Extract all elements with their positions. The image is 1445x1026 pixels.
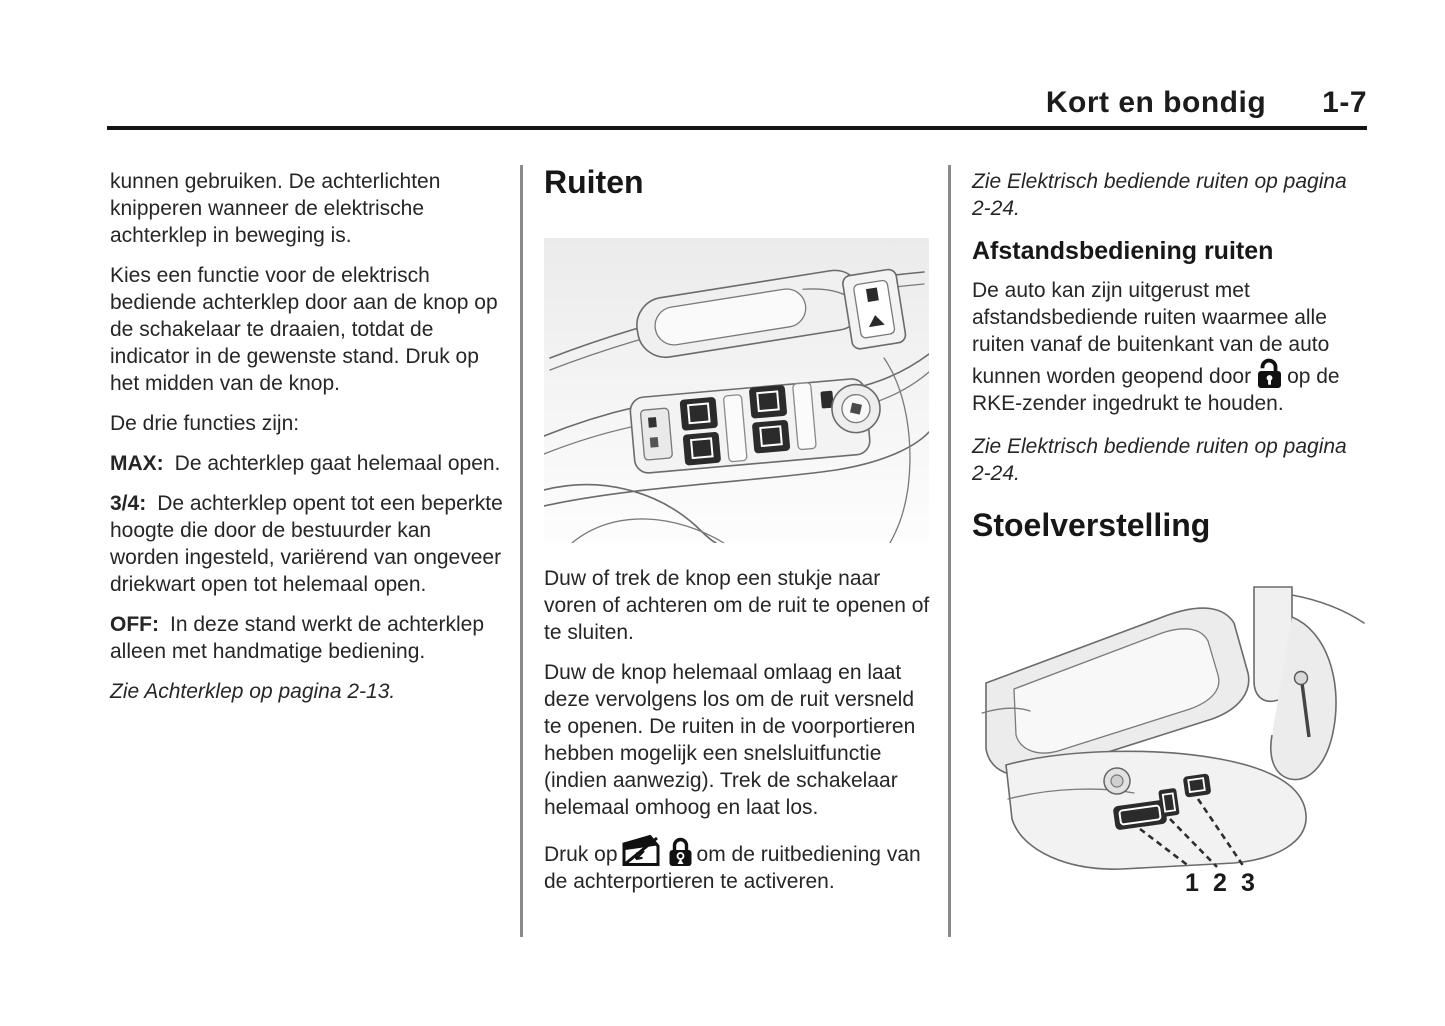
section-heading-seat-adjustment: Stoelverstelling bbox=[972, 507, 1211, 543]
subsection-heading-remote-windows: Afstandsbediening ruiten bbox=[972, 237, 1274, 265]
rear-window-text-after: om de ruitbediening van de achterportieren te activeren. bbox=[544, 843, 921, 893]
seat-callout-2: 2 bbox=[1213, 869, 1227, 897]
paragraph-window-switch: Duw of trek de knop een stukje naar voren of achteren om de ruit te openen of te sluiten. bbox=[544, 567, 930, 644]
door-panel-illustration bbox=[544, 238, 929, 543]
column-remote-seats bbox=[972, 168, 1370, 905]
column-divider-left bbox=[520, 165, 523, 937]
seat-callout-1: 1 bbox=[1185, 869, 1199, 897]
window-lockout-icon bbox=[621, 834, 661, 868]
paragraph-remote-windows bbox=[972, 277, 1370, 417]
page-header bbox=[1046, 86, 1367, 120]
term-threequarter: 3/4: bbox=[110, 492, 147, 515]
page-number: 1-7 bbox=[1322, 86, 1367, 119]
seat-callout-3: 3 bbox=[1241, 869, 1255, 897]
seat-switch-2 bbox=[1158, 788, 1180, 817]
window-lock-icon bbox=[667, 835, 694, 868]
term-off: OFF: bbox=[110, 613, 159, 636]
paragraph-three-functions: De drie functies zijn: bbox=[110, 412, 300, 435]
definition-threequarter bbox=[110, 490, 504, 598]
column-windows bbox=[544, 162, 934, 908]
cross-reference-power-windows-2: Zie Elektrisch bediende ruiten op pagina 2-24. bbox=[972, 435, 1347, 485]
header-rule bbox=[107, 126, 1367, 130]
column-tailgate bbox=[110, 168, 504, 718]
definition-off-text: In deze stand werkt de achterklep alleen met handmatige bediening. bbox=[110, 613, 484, 663]
paragraph-rear-window-control bbox=[544, 834, 934, 895]
cross-reference-power-windows-1: Zie Elektrisch bediende ruiten op pagina 2-24. bbox=[972, 170, 1347, 220]
seat-adjustment-illustration bbox=[972, 585, 1367, 905]
remote-windows-text-before: De auto kan zijn uitgerust met afstandsbediende ruiten waarmee alle ruiten vanaf de buitenkant van de auto kunnen worden geopend door bbox=[972, 279, 1330, 388]
section-heading-windows: Ruiten bbox=[544, 164, 644, 200]
definition-max-text: De achterklep gaat helemaal open. bbox=[174, 452, 501, 475]
door-lock-switch bbox=[842, 268, 907, 350]
column-divider-right bbox=[948, 165, 951, 937]
paragraph-taillamps: kunnen gebruiken. De achterlichten knipperen wanneer de elektrische achterklep in beweging is. bbox=[110, 170, 441, 247]
remote-windows-text-after: op de RKE-zender ingedrukt te houden. bbox=[972, 365, 1340, 415]
chapter-title: Kort en bondig bbox=[1045, 86, 1267, 119]
definition-threequarter-text: De achterklep opent tot een beperkte hoogte die door de bestuurder kan worden ingesteld, variërend van ongeveer driekwart open tot helemaal open. bbox=[110, 492, 503, 596]
paragraph-express-open: Duw de knop helemaal omlaag en laat deze vervolgens los om de ruit versneld te openen. De ruiten in de voorportieren hebben mogelijk een snelsluitfunctie (indien aanwezig). Trek de schakelaar helemaal omhoog en laat los. bbox=[544, 661, 916, 819]
cross-reference-tailgate: Zie Achterklep op pagina 2-13. bbox=[110, 680, 396, 703]
rear-window-text-before: Druk op bbox=[544, 843, 618, 866]
term-max: MAX: bbox=[110, 452, 164, 475]
paragraph-choose-function: Kies een functie voor de elektrisch bediende achterklep door aan de knop op de schakelaar te draaien, totdat de indicator in de gewenste stand. Druk op het midden van de knop. bbox=[110, 264, 498, 395]
seat-switch-3 bbox=[1183, 773, 1212, 797]
definition-off bbox=[110, 611, 504, 665]
unlock-icon bbox=[1254, 358, 1284, 390]
definition-max bbox=[110, 450, 504, 477]
